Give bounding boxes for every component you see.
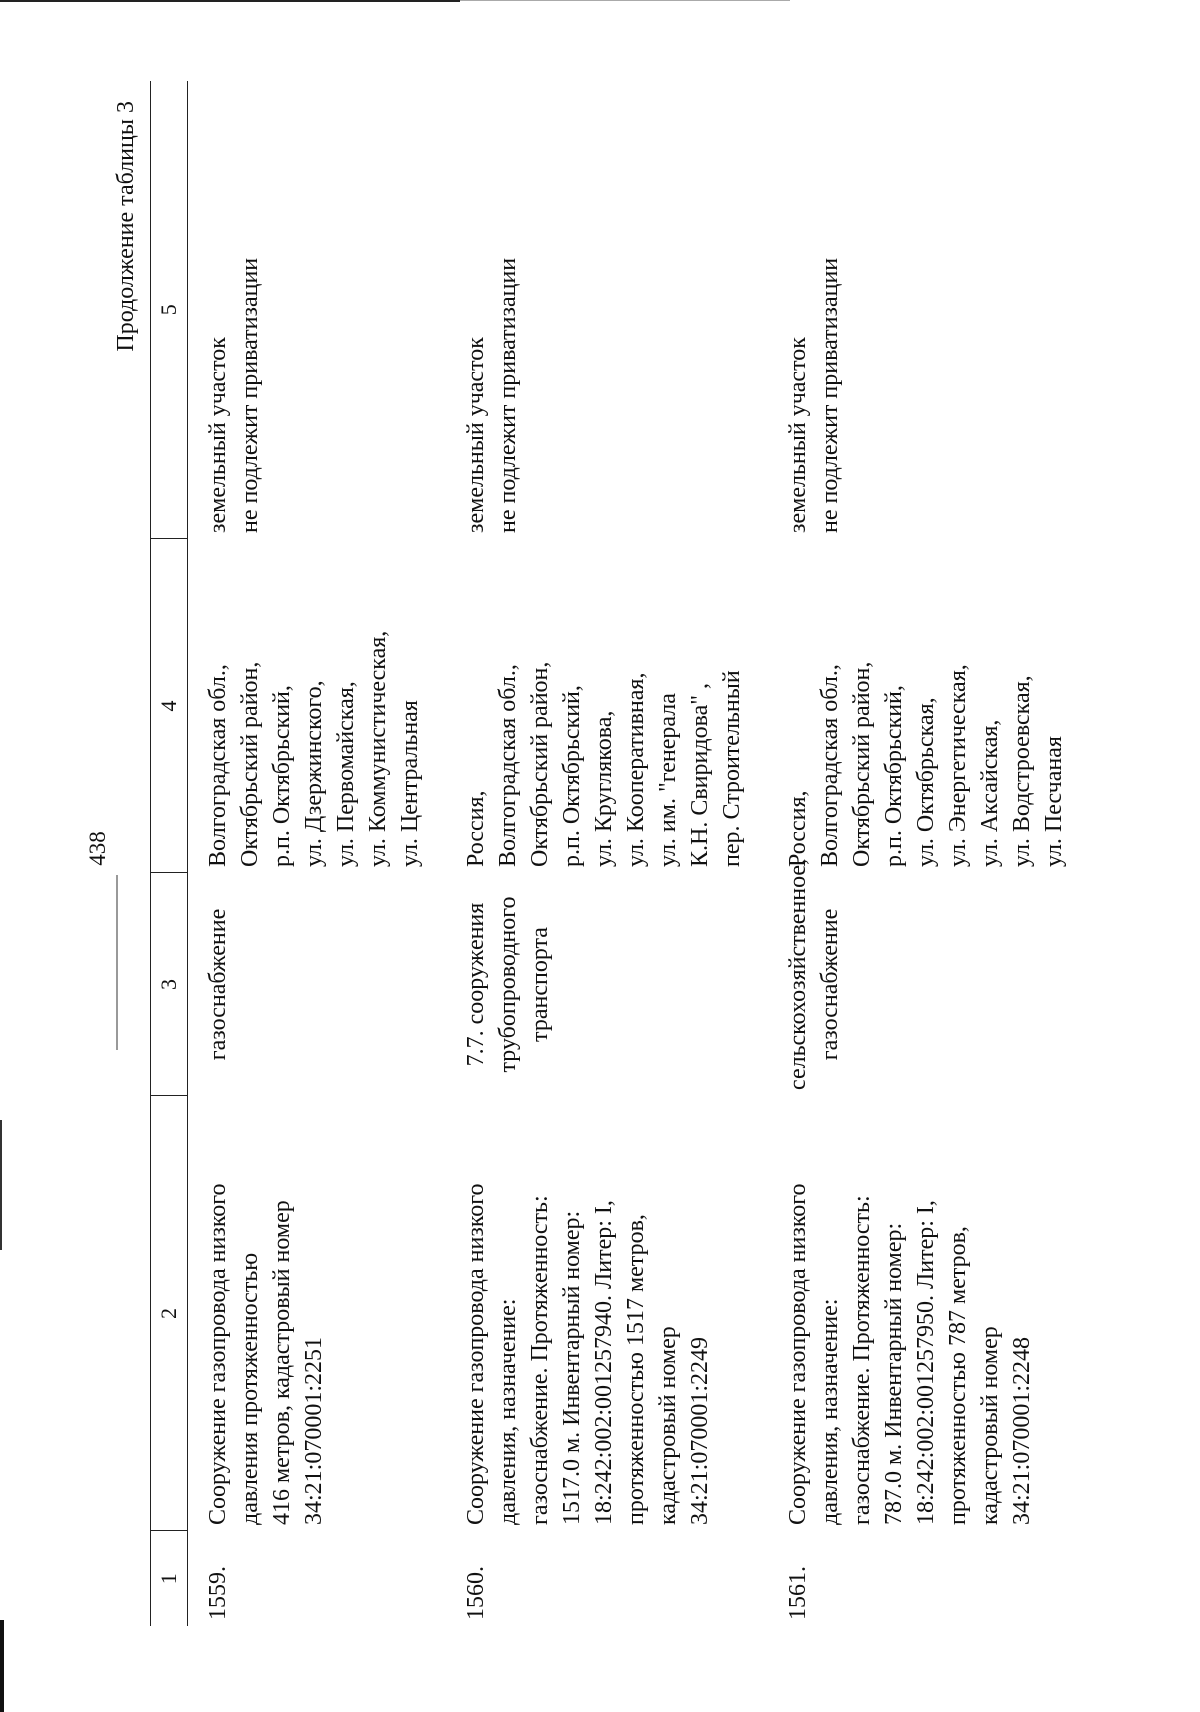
cell-line: Волгоградская обл., — [817, 664, 843, 867]
note-cell — [188, 81, 447, 539]
address-cell — [768, 539, 1090, 873]
cell-line: ул. Круглякова, — [591, 710, 617, 867]
cell-line: 787.0 м. Инвентарный номер: — [881, 1222, 907, 1525]
cell-line: газоснабжение. Протяженность: — [527, 1195, 553, 1525]
cell-line: не подлежит приватизации — [237, 257, 263, 533]
column-number-row — [151, 81, 188, 1626]
cell-line: Октябрьский район, — [849, 661, 875, 867]
cell-line: Россия, — [785, 790, 811, 867]
cell-line: ул. им. "генерала — [655, 693, 681, 867]
cell-line: транспорта — [527, 927, 553, 1042]
cell-line: газоснабжение — [205, 908, 231, 1061]
cell-line: 7.7. сооружения — [463, 902, 489, 1067]
table-row — [446, 81, 768, 1626]
cell-line: Сооружение газопровода низкого — [463, 1183, 489, 1525]
cell-line: ул. Центральная — [397, 700, 423, 867]
cell-line: протяженностью 787 метров, — [945, 1226, 971, 1525]
scan-edge-mark — [0, 1620, 4, 1712]
cell-line: 1517.0 м. Инвентарный номер: — [559, 1210, 585, 1525]
column-header: 2 — [151, 1096, 188, 1531]
cell-line: Россия, — [463, 790, 489, 867]
property-table — [150, 81, 1090, 1626]
row-number-cell: 1561. — [785, 1566, 811, 1620]
column-header: 3 — [151, 873, 188, 1096]
table-body — [188, 81, 1091, 1626]
scan-border-line-faint — [460, 0, 790, 1]
cell-line: ул. Дзержинского, — [301, 680, 327, 867]
cell-line: 18:242:002:001257940. Литер: I, — [591, 1200, 617, 1525]
cell-line: ул. Октябрьская, — [913, 697, 939, 867]
cell-line: давления, назначение: — [817, 1298, 843, 1525]
cell-line: протяженностью 1517 метров, — [623, 1214, 649, 1525]
purpose-cell — [446, 873, 768, 1096]
rotated-page — [85, 71, 1130, 1626]
cell-line: р.п. Октябрьский, — [559, 685, 585, 867]
cell-line: ул. Песчаная — [1041, 736, 1067, 867]
cell-line: давления протяженностью — [237, 1252, 263, 1525]
table-caption: Продолжение таблицы 3 — [113, 101, 139, 352]
column-header: 4 — [151, 539, 188, 873]
cell-line: Волгоградская обл., — [205, 664, 231, 867]
table-row — [768, 81, 1090, 1626]
cell-line: пер. Строительный — [719, 670, 745, 867]
cell-line: трубопроводного — [495, 896, 521, 1073]
cell-line: К.Н. Свиридова" , — [687, 682, 713, 867]
note-cell — [446, 81, 768, 539]
purpose-cell — [768, 858, 1090, 1096]
cell-line: 34:21:070001:2251 — [301, 1336, 327, 1525]
cell-line: ул. Аксайская, — [977, 719, 1003, 867]
table-row — [188, 81, 447, 1626]
cell-line: не подлежит приватизации — [495, 257, 521, 533]
cell-line: р.п. Октябрьский, — [881, 685, 907, 867]
cell-line: Волгоградская обл., — [495, 664, 521, 867]
cell-line: ул. Энергетическая, — [945, 664, 971, 867]
scan-border-line — [0, 0, 460, 2]
cell-line: 34:21:070001:2248 — [1009, 1336, 1035, 1525]
object-description-cell — [188, 1096, 447, 1531]
cell-line: р.п. Октябрьский, — [269, 685, 295, 867]
cell-line: ул. Кооперативная, — [623, 672, 649, 867]
cell-line: Сооружение газопровода низкого — [205, 1183, 231, 1525]
cell-line: земельный участок — [785, 337, 811, 533]
cell-line: кадастровый номер — [977, 1326, 1003, 1525]
cell-line: 34:21:070001:2249 — [687, 1336, 713, 1525]
cell-line: газоснабжение — [817, 908, 843, 1061]
cell-line: не подлежит приватизации — [817, 257, 843, 533]
cell-line: 416 метров, кадастровый номер — [269, 1200, 295, 1525]
address-cell — [188, 539, 447, 873]
cell-line: газоснабжение. Протяженность: — [849, 1195, 875, 1525]
column-header: 5 — [151, 81, 188, 539]
cell-line: сельскохозяйственное, — [785, 858, 811, 1090]
row-number-cell: 1559. — [205, 1566, 231, 1620]
page-number: 438 — [85, 831, 110, 866]
cell-line: земельный участок — [463, 337, 489, 533]
cell-line: ул. Первомайская, — [333, 681, 359, 867]
cell-line: кадастровый номер — [655, 1326, 681, 1525]
scan-edge-mark — [0, 1120, 2, 1250]
note-cell — [768, 81, 1090, 539]
cell-line: ул. Водстроевская, — [1009, 675, 1035, 867]
object-description-cell — [768, 1096, 1090, 1531]
column-header: 1 — [151, 1531, 188, 1626]
cell-line: давления, назначение: — [495, 1298, 521, 1525]
cell-line: Октябрьский район, — [237, 661, 263, 867]
cell-line: земельный участок — [205, 337, 231, 533]
cell-line: Сооружение газопровода низкого — [785, 1183, 811, 1525]
object-description-cell — [446, 1096, 768, 1531]
cell-line: 18:242:002:001257950. Литер: I, — [913, 1200, 939, 1525]
address-cell — [446, 539, 768, 873]
purpose-cell — [188, 873, 447, 1096]
cell-line: ул. Коммунистическая, — [365, 630, 391, 867]
row-number-cell: 1560. — [463, 1566, 489, 1620]
cell-line: Октябрьский район, — [527, 661, 553, 867]
